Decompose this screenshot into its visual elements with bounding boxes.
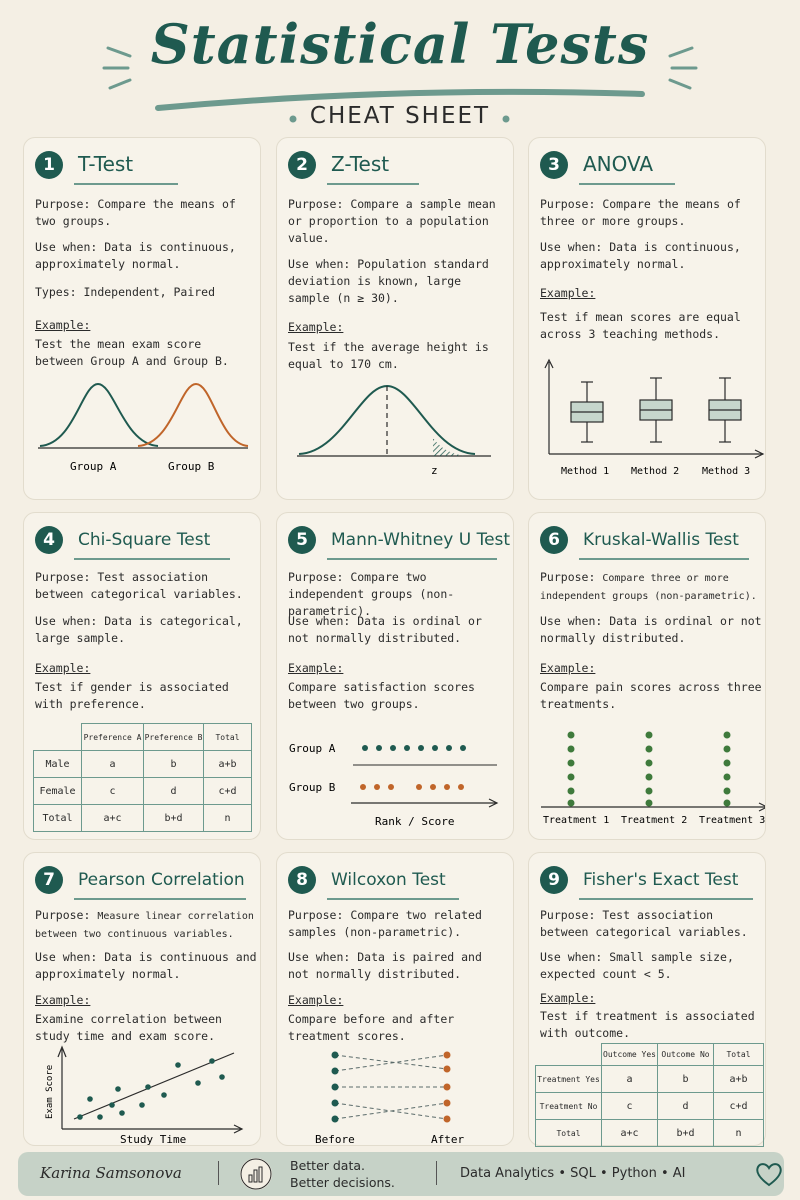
example-label: Example: <box>35 318 91 332</box>
use-when <box>288 949 502 983</box>
purpose-text: Measure linear correlation between two continuous variables. <box>35 911 254 940</box>
card-title: ANOVA <box>583 152 654 176</box>
scatter-illustration <box>30 1043 258 1145</box>
use-when <box>35 949 259 983</box>
group-a-label: Group A <box>70 460 117 473</box>
use-text: Data is continuous, approximately normal. <box>540 240 741 271</box>
tagline-line-2: Better decisions. <box>290 1175 395 1190</box>
card-number: 1 <box>35 151 63 179</box>
card-number: 5 <box>288 526 316 554</box>
card-title: Fisher's Exact Test <box>583 870 739 890</box>
treatment-1-label: Treatment 1 <box>543 815 610 826</box>
use-label: Use when: <box>35 240 98 254</box>
table-cell: c+d <box>714 1093 764 1120</box>
author-name: Karina Samsonova <box>40 1164 182 1182</box>
purpose-text: Compare three or more independent groups (non-parametric). <box>540 573 757 602</box>
page-subtitle: CHEAT SHEET <box>309 103 491 129</box>
footer-divider <box>218 1161 219 1185</box>
table-row <box>34 751 252 778</box>
card-title: Mann-Whitney U Test <box>331 530 511 550</box>
use-text: Data is ordinal or not normally distributed. <box>540 614 762 645</box>
table-row <box>536 1093 764 1120</box>
table-cell: Treatment Yes <box>536 1066 602 1093</box>
title-underline <box>327 183 419 185</box>
use-when <box>35 613 249 647</box>
purpose-label: Purpose: <box>35 197 91 211</box>
z-label: z <box>431 464 438 477</box>
example-text: Test if mean scores are equal across 3 teaching methods. <box>540 310 741 341</box>
purpose-text: Compare two independent groups (non-parametric). <box>288 570 455 618</box>
treatment-3-label: Treatment 3 <box>699 815 765 826</box>
purpose <box>540 907 758 941</box>
card-z-test <box>276 137 514 500</box>
two-bell-curves-illustration <box>34 378 254 478</box>
card-number: 4 <box>35 526 63 554</box>
example-label: Example: <box>288 320 344 334</box>
group-a-label: Group A <box>289 742 336 755</box>
use-label: Use when: <box>540 950 603 964</box>
table-header-cell: Preference A <box>82 724 144 751</box>
dot-columns-illustration <box>535 723 765 833</box>
types-text: Independent, Paired <box>83 285 216 299</box>
table-header-cell: Total <box>204 724 252 751</box>
table-cell: Female <box>34 778 82 805</box>
method-3-label: Method 3 <box>702 466 751 477</box>
use-when <box>540 239 756 273</box>
example-label: Example: <box>540 286 596 300</box>
use-text: Data is categorical, large sample. <box>35 614 243 645</box>
card-number: 9 <box>540 866 568 894</box>
bar-chart-icon <box>240 1158 272 1190</box>
table-header-cell: Outcome No <box>658 1044 714 1066</box>
table-header-row <box>536 1044 764 1066</box>
table-cell: b <box>658 1066 714 1093</box>
title-underline <box>327 558 497 560</box>
example-text: Compare satisfaction scores between two groups. <box>288 680 475 711</box>
use-text: Small sample size, expected count < 5. <box>540 950 734 981</box>
purpose <box>35 196 245 230</box>
title-underline <box>579 183 675 185</box>
table-cell: Treatment No <box>536 1093 602 1120</box>
example-text: Compare pain scores across three treatments. <box>540 680 762 711</box>
table-header-cell: Preference B <box>144 724 204 751</box>
skills-list: Data Analytics • SQL • Python • AI <box>460 1166 686 1181</box>
purpose-label: Purpose: <box>288 570 344 584</box>
title-underline <box>579 558 749 560</box>
header <box>0 0 800 135</box>
use-label: Use when: <box>540 240 603 254</box>
types-label: Types: <box>35 285 77 299</box>
purpose <box>35 569 249 603</box>
table-cell: d <box>144 778 204 805</box>
table-cell: c <box>82 778 144 805</box>
table-header-cell: Outcome Yes <box>602 1044 658 1066</box>
table-cell: Total <box>34 805 82 832</box>
heart-icon[interactable] <box>754 1160 784 1192</box>
use-when <box>288 613 502 647</box>
boxplot-illustration <box>537 358 765 488</box>
table-cell: a+b <box>714 1066 764 1093</box>
rank-score-label: Rank / Score <box>375 815 455 828</box>
title-underline <box>74 558 230 560</box>
contingency-table <box>33 723 252 832</box>
group-b-label: Group B <box>289 781 336 794</box>
rank-dots-illustration <box>287 733 511 837</box>
x-axis-label: Study Time <box>120 1133 187 1145</box>
use-text: Population standard deviation is known, large sample (n ≥ 30). <box>288 257 489 305</box>
card-kruskal-wallis <box>528 512 766 840</box>
use-label: Use when: <box>35 950 98 964</box>
purpose-text: Compare two related samples (non-parametric). <box>288 908 482 939</box>
example-text: Examine correlation between study time and exam score. <box>35 1012 222 1043</box>
table-cell: a+b <box>204 751 252 778</box>
example-label: Example: <box>540 661 596 675</box>
example-label: Example: <box>288 661 344 675</box>
types <box>35 284 245 301</box>
table-row <box>536 1066 764 1093</box>
use-when <box>540 613 762 647</box>
use-label: Use when: <box>540 614 603 628</box>
example-text: Test if treatment is associated with outcome. <box>540 1009 755 1040</box>
use-label: Use when: <box>288 614 351 628</box>
purpose-label: Purpose: <box>35 908 91 922</box>
page-title: Statistical Tests <box>150 12 650 76</box>
table-cell: a <box>602 1066 658 1093</box>
table-cell: a+c <box>602 1120 658 1147</box>
group-b-label: Group B <box>168 460 215 473</box>
method-1-label: Method 1 <box>561 466 610 477</box>
purpose-label: Purpose: <box>540 570 596 584</box>
example-label: Example: <box>35 661 91 675</box>
card-title: T-Test <box>78 152 134 176</box>
purpose-label: Purpose: <box>540 197 596 211</box>
table-cell: b+d <box>658 1120 714 1147</box>
table-cell: Total <box>536 1120 602 1147</box>
purpose-text: Test association between categorical variables. <box>540 908 748 939</box>
table-cell: n <box>204 805 252 832</box>
table-cell: Male <box>34 751 82 778</box>
purpose-label: Purpose: <box>540 908 596 922</box>
use-when <box>288 256 502 307</box>
card-wilcoxon <box>276 852 514 1146</box>
use-label: Use when: <box>288 950 351 964</box>
use-when <box>35 239 245 273</box>
example-text: Test if gender is associated with preference. <box>35 680 229 711</box>
purpose <box>288 907 502 941</box>
table-cell: c <box>602 1093 658 1120</box>
title-underline <box>74 183 178 185</box>
paired-lines-illustration <box>307 1047 497 1145</box>
purpose-label: Purpose: <box>35 570 91 584</box>
table-row <box>34 805 252 832</box>
purpose-label: Purpose: <box>288 908 344 922</box>
table-header-row <box>34 724 252 751</box>
method-2-label: Method 2 <box>631 466 680 477</box>
table-cell: a+c <box>82 805 144 832</box>
card-t-test <box>23 137 261 500</box>
use-when <box>540 949 758 983</box>
table-header-cell: Total <box>714 1044 764 1066</box>
footer-divider <box>436 1161 437 1185</box>
before-label: Before <box>315 1133 355 1145</box>
card-title: Chi-Square Test <box>78 530 211 550</box>
use-text: Data is paired and not normally distributed. <box>288 950 482 981</box>
card-anova <box>528 137 766 500</box>
purpose <box>35 907 259 943</box>
purpose-text: Compare a sample mean or proportion to a population value. <box>288 197 496 245</box>
footer <box>18 1152 784 1196</box>
card-pearson <box>23 852 261 1146</box>
purpose <box>288 196 502 247</box>
table-header-cell <box>34 724 82 751</box>
example-label: Example: <box>540 991 596 1005</box>
purpose-label: Purpose: <box>288 197 344 211</box>
purpose-text: Compare the means of two groups. <box>35 197 236 228</box>
card-mann-whitney <box>276 512 514 840</box>
purpose-text: Compare the means of three or more groups. <box>540 197 741 228</box>
example-text: Compare before and after treatment scores. <box>288 1012 455 1043</box>
table-header-cell <box>536 1044 602 1066</box>
table-cell: c+d <box>204 778 252 805</box>
table-cell: a <box>82 751 144 778</box>
table-row <box>536 1120 764 1147</box>
example-label: Example: <box>288 993 344 1007</box>
purpose <box>540 569 762 605</box>
use-text: Data is continuous, approximately normal. <box>35 240 236 271</box>
title-underline <box>74 898 246 900</box>
table-cell: b+d <box>144 805 204 832</box>
card-number: 6 <box>540 526 568 554</box>
purpose-text: Test association between categorical variables. <box>35 570 243 601</box>
use-text: Data is continuous and approximately normal. <box>35 950 257 981</box>
card-title: Pearson Correlation <box>78 870 245 890</box>
card-title: Z-Test <box>331 152 390 176</box>
y-axis-label: Exam Score <box>45 1064 55 1119</box>
purpose <box>540 196 756 230</box>
title-underline <box>327 898 459 900</box>
treatment-2-label: Treatment 2 <box>621 815 688 826</box>
tagline-line-1: Better data. <box>290 1158 365 1173</box>
card-number: 8 <box>288 866 316 894</box>
example-text: Test the mean exam score between Group A and Group B. <box>35 337 229 368</box>
card-number: 3 <box>540 151 568 179</box>
use-label: Use when: <box>35 614 98 628</box>
example-label: Example: <box>35 993 91 1007</box>
use-text: Data is ordinal or not normally distributed. <box>288 614 482 645</box>
after-label: After <box>431 1133 465 1145</box>
normal-curve-illustration <box>291 378 511 478</box>
table-cell: b <box>144 751 204 778</box>
contingency-table <box>535 1043 764 1147</box>
card-title: Wilcoxon Test <box>331 870 446 890</box>
card-number: 2 <box>288 151 316 179</box>
title-underline <box>579 898 753 900</box>
table-cell: n <box>714 1120 764 1147</box>
example-text: Test if the average height is equal to 170 cm. <box>288 340 489 371</box>
card-number: 7 <box>35 866 63 894</box>
table-cell: d <box>658 1093 714 1120</box>
use-label: Use when: <box>288 257 351 271</box>
card-title: Kruskal-Wallis Test <box>583 530 739 550</box>
card-fisher-exact <box>528 852 766 1146</box>
table-row <box>34 778 252 805</box>
card-chi-square <box>23 512 261 840</box>
